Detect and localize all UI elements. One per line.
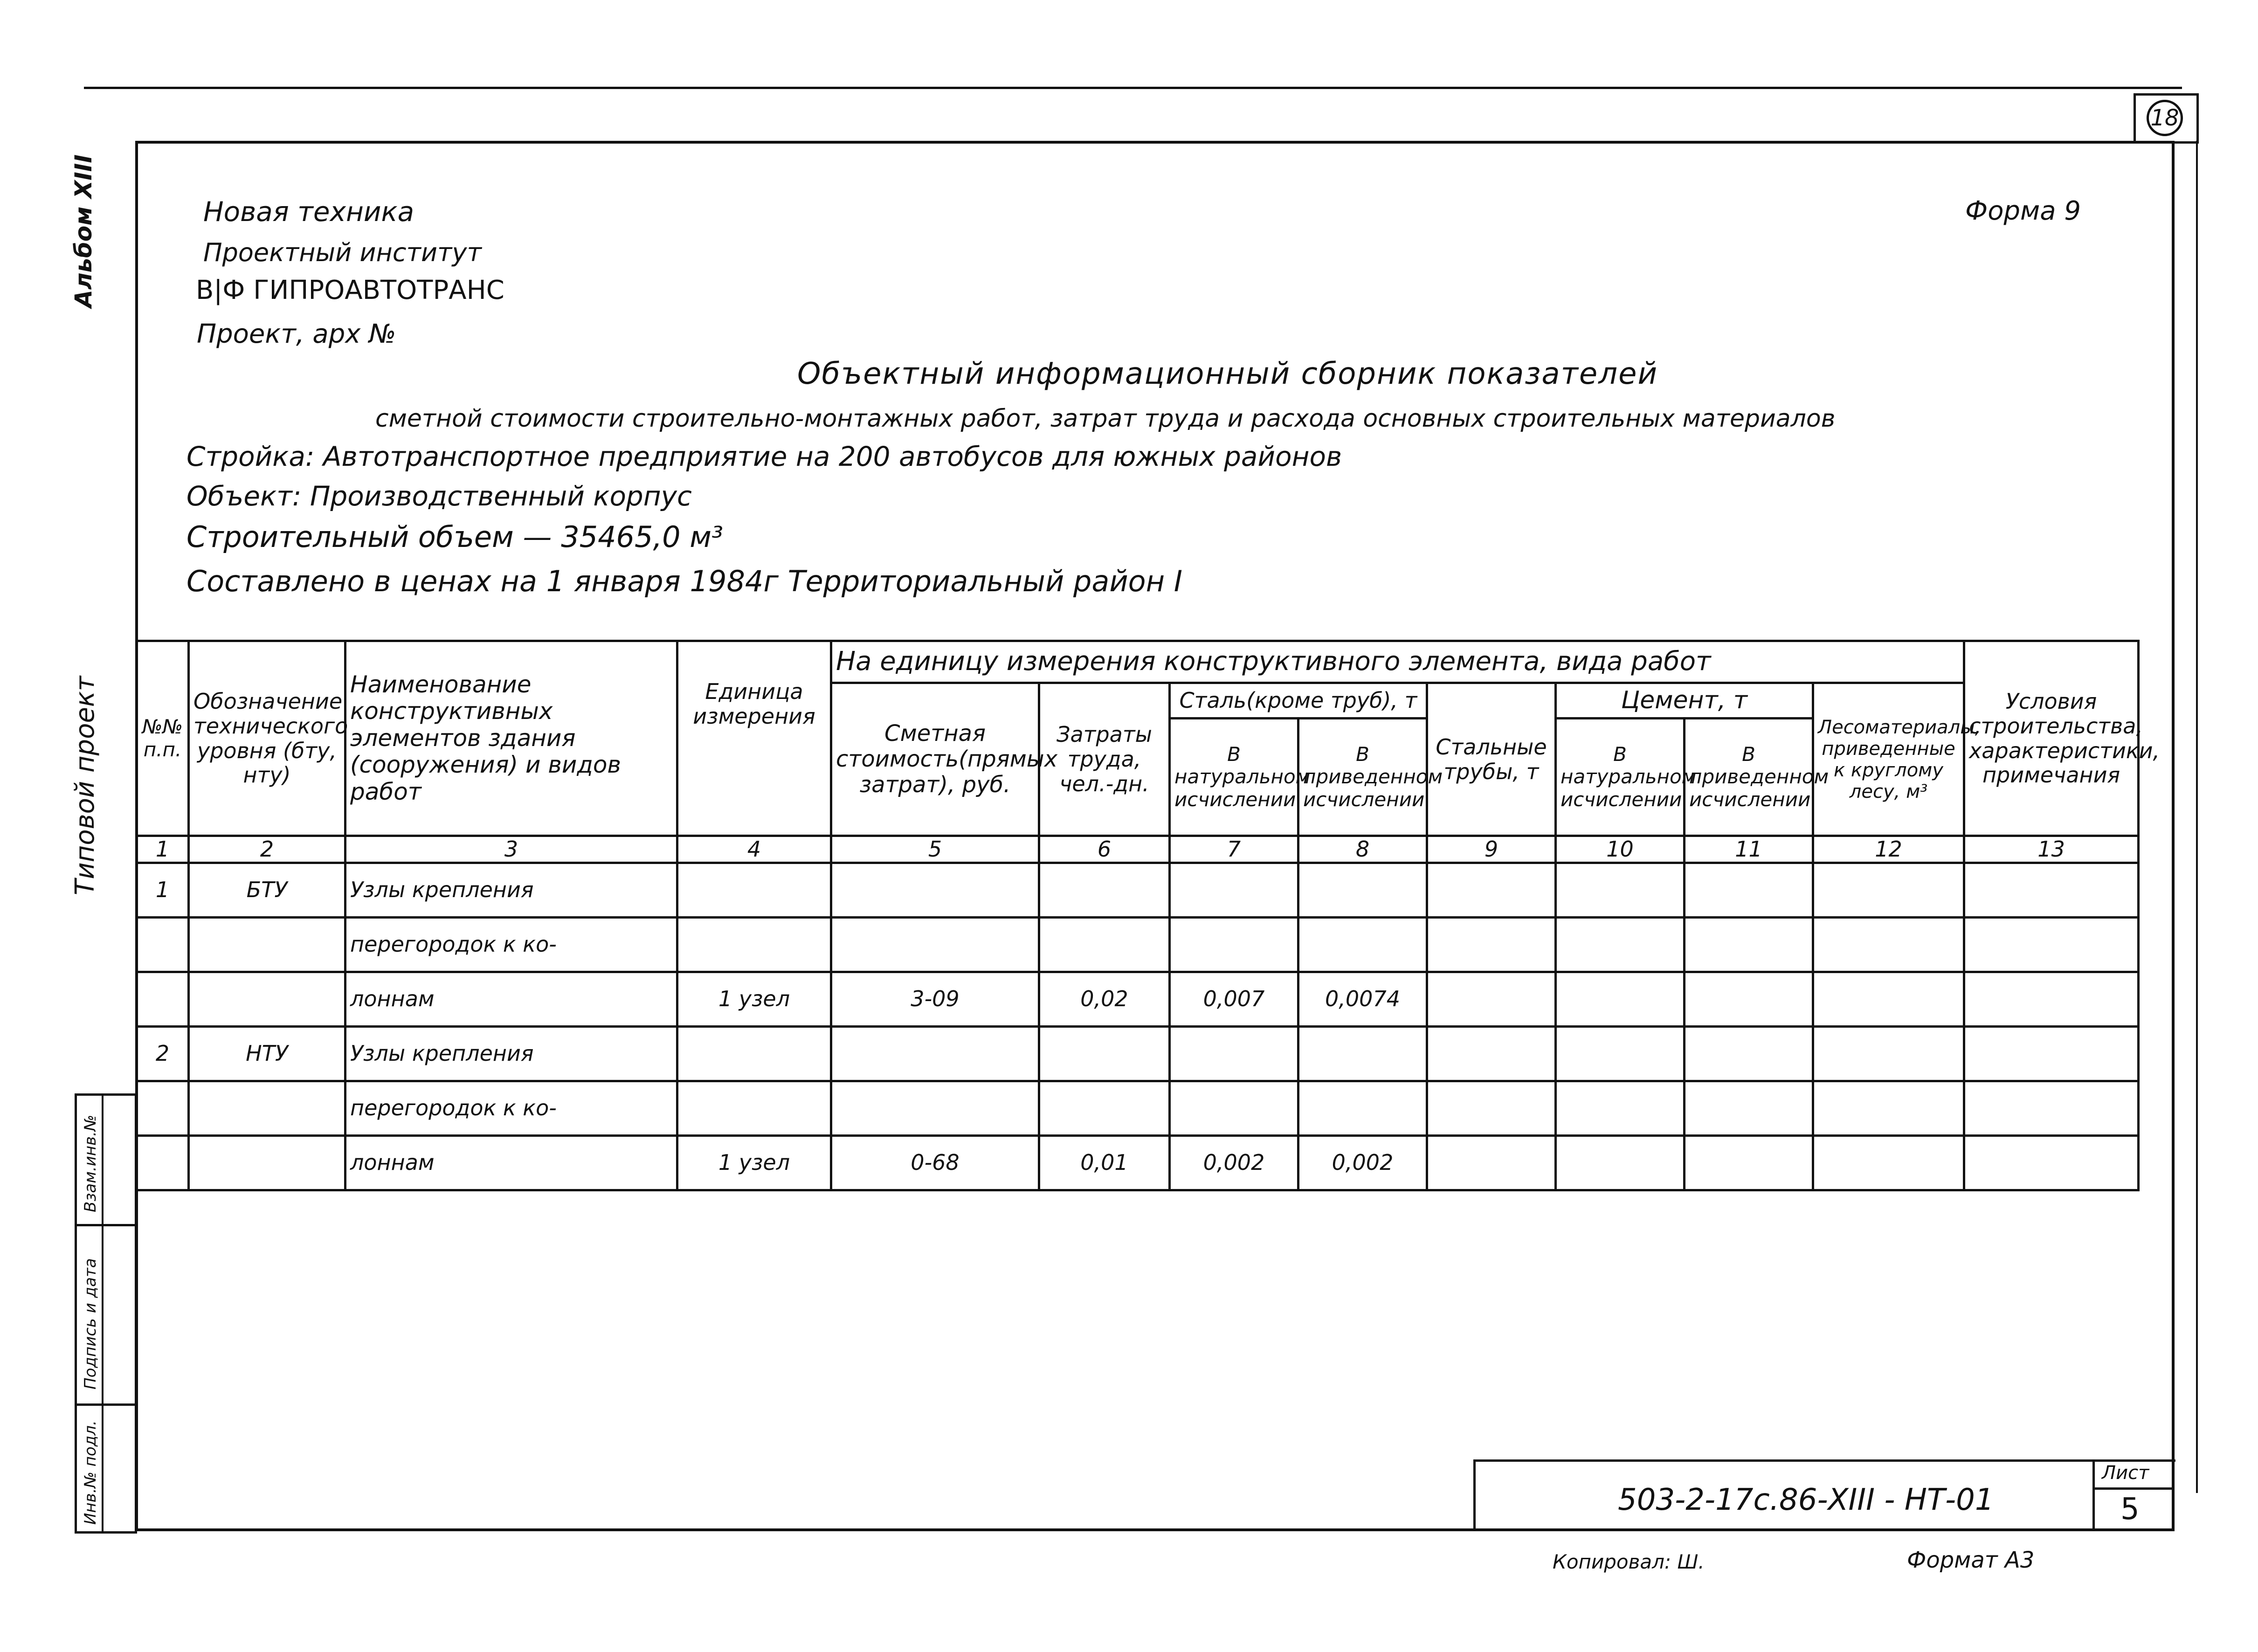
table-row [137, 1026, 2139, 1081]
cell-code [189, 972, 345, 1026]
cell-cement-reduced [1685, 972, 1813, 1026]
cell-steel-natural [1170, 917, 1298, 972]
cell-conditions [1964, 1081, 2139, 1135]
cell-cement-reduced [1685, 917, 1813, 972]
th-steel-reduced: В приведенном исчислении [1298, 719, 1427, 836]
cell-unit [677, 917, 831, 972]
th-steel-natural: В натуральном исчислении [1170, 719, 1298, 836]
org-new-tech: Новая техника [203, 196, 414, 228]
col-number: 3 [345, 836, 677, 863]
col-number: 8 [1298, 836, 1427, 863]
cell-unit [677, 1026, 831, 1081]
sheet-box-divider [2092, 1487, 2175, 1490]
cell-steel-reduced [1298, 863, 1427, 917]
cell-labor [1039, 1026, 1170, 1081]
cell-conditions [1964, 917, 2139, 972]
cell-cement-natural [1556, 1026, 1685, 1081]
col-number: 11 [1685, 836, 1813, 863]
th-cost: Сметная стоимость(прямых затрат), руб. [831, 683, 1039, 836]
table-row [137, 917, 2139, 972]
cell-num [137, 1135, 189, 1190]
stamp-divider-2 [75, 1403, 137, 1406]
table-row [137, 863, 2139, 917]
cell-pipes [1427, 917, 1556, 972]
cell-num [137, 972, 189, 1026]
cell-cement-natural [1556, 1135, 1685, 1190]
cell-cost: 0-68 [831, 1135, 1039, 1190]
cell-labor: 0,01 [1039, 1135, 1170, 1190]
cell-pipes [1427, 972, 1556, 1026]
th-cement-reduced: В приведенном исчислении [1685, 719, 1813, 836]
th-unit: Единица измерения [677, 641, 831, 836]
paper-format: Формат А3 [1907, 1547, 2035, 1573]
form-number: Форма 9 [1965, 196, 2081, 226]
cell-steel-natural: 0,002 [1170, 1135, 1298, 1190]
title-line-5: Строительный объем — 35465,0 м³ [186, 520, 723, 554]
table-row [137, 1081, 2139, 1135]
cell-cement-natural [1556, 917, 1685, 972]
org-giproavtotrans: В|Ф ГИПРОАВТОТРАНС [196, 275, 504, 305]
page-number: 18 [2150, 105, 2179, 131]
col-number: 1 [137, 836, 189, 863]
cell-num: 2 [137, 1026, 189, 1081]
document-code: 503-2-17с.86-XIII - НТ-01 [1618, 1483, 1994, 1517]
cell-cost [831, 863, 1039, 917]
th-name: Наименование конструктивных элементов здания (сооружения) и видов работ [345, 641, 677, 836]
cell-cost [831, 1081, 1039, 1135]
cell-unit [677, 1081, 831, 1135]
cell-cement-reduced [1685, 863, 1813, 917]
title-line-4: Объект: Производственный корпус [186, 480, 692, 512]
cell-steel-reduced [1298, 1026, 1427, 1081]
cell-name: перегородок к ко- [345, 917, 677, 972]
cell-labor [1039, 917, 1170, 972]
top-rule [84, 87, 2182, 89]
col-number: 10 [1556, 836, 1685, 863]
cell-steel-reduced [1298, 917, 1427, 972]
cell-cement-natural [1556, 972, 1685, 1026]
cell-wood [1813, 1026, 1964, 1081]
col-number: 12 [1813, 836, 1964, 863]
cell-cost [831, 1026, 1039, 1081]
cell-pipes [1427, 1081, 1556, 1135]
cell-cost [831, 917, 1039, 972]
col-number: 5 [831, 836, 1039, 863]
cell-steel-natural [1170, 1081, 1298, 1135]
cell-name: лоннам [345, 1135, 677, 1190]
cell-pipes [1427, 1026, 1556, 1081]
th-steel: Сталь(кроме труб), т [1170, 683, 1427, 719]
th-code: Обозначение технического уровня (бту, нту) [189, 641, 345, 836]
title-line-6: Составлено в ценах на 1 января 1984г Территориальный район I [186, 564, 1183, 598]
cell-code [189, 1081, 345, 1135]
th-group: На единицу измерения конструктивного элемента, вида работ [831, 641, 1964, 683]
stamp-label-2: Подпись и дата [81, 1258, 100, 1389]
cell-cement-reduced [1685, 1135, 1813, 1190]
cell-code [189, 1135, 345, 1190]
cell-steel-reduced: 0,0074 [1298, 972, 1427, 1026]
org-institute: Проектный институт [203, 238, 482, 267]
cell-code [189, 917, 345, 972]
cell-name: Узлы крепления [345, 1026, 677, 1081]
th-conditions: Условия строительства, характеристики, примечания [1964, 641, 2139, 836]
cell-num [137, 1081, 189, 1135]
cell-wood [1813, 863, 1964, 917]
stamp-divider-1 [75, 1224, 137, 1226]
cell-wood [1813, 1081, 1964, 1135]
cell-name: лоннам [345, 972, 677, 1026]
cell-code: БТУ [189, 863, 345, 917]
cell-conditions [1964, 972, 2139, 1026]
cell-name: перегородок к ко- [345, 1081, 677, 1135]
sheet-label: Лист [2102, 1462, 2149, 1484]
cell-pipes [1427, 863, 1556, 917]
cell-cement-reduced [1685, 1081, 1813, 1135]
cell-conditions [1964, 863, 2139, 917]
th-wood: Лесоматериалы, приведенные к круглому лесу, м³ [1813, 683, 1964, 836]
title-line-1: Объектный информационный сборник показателей [797, 357, 1658, 391]
side-project: Типовой проект [70, 676, 100, 895]
cell-labor [1039, 1081, 1170, 1135]
cell-steel-reduced [1298, 1081, 1427, 1135]
cell-wood [1813, 1135, 1964, 1190]
cell-unit [677, 863, 831, 917]
cell-code: НТУ [189, 1026, 345, 1081]
cell-cement-natural [1556, 1081, 1685, 1135]
cell-cement-reduced [1685, 1026, 1813, 1081]
cell-conditions [1964, 1135, 2139, 1190]
org-project-arch: Проект, арх № [197, 319, 396, 349]
cell-name: Узлы крепления [345, 863, 677, 917]
table-row [137, 1135, 2139, 1190]
sheet-number: 5 [2120, 1492, 2140, 1527]
col-number: 6 [1039, 836, 1170, 863]
stamp-label-1: Взам.инв.№ [81, 1114, 100, 1212]
cell-pipes [1427, 1135, 1556, 1190]
cell-wood [1813, 917, 1964, 972]
copied-by: Копировал: Ш. [1553, 1550, 1705, 1573]
cell-conditions [1964, 1026, 2139, 1081]
cell-steel-natural: 0,007 [1170, 972, 1298, 1026]
th-cement: Цемент, т [1556, 683, 1813, 719]
col-number: 2 [189, 836, 345, 863]
cell-cement-natural [1556, 863, 1685, 917]
cell-steel-reduced: 0,002 [1298, 1135, 1427, 1190]
cell-labor [1039, 863, 1170, 917]
col-number: 7 [1170, 836, 1298, 863]
title-line-3: Стройка: Автотранспортное предприятие на 200 автобусов для южных районов [186, 441, 1342, 472]
th-cement-natural: В натуральном исчислении [1556, 719, 1685, 836]
col-number: 9 [1427, 836, 1556, 863]
cell-wood [1813, 972, 1964, 1026]
stamp-label-3: Инв.№ подл. [81, 1420, 100, 1525]
page-number-circle [2147, 100, 2183, 136]
cell-num [137, 917, 189, 972]
title-line-2: сметной стоимости строительно-монтажных работ, затрат труда и расхода основных строительных материалов [375, 405, 1836, 433]
cell-unit: 1 узел [677, 972, 831, 1026]
table-row [137, 972, 2139, 1026]
cell-labor: 0,02 [1039, 972, 1170, 1026]
right-outer-rule [2196, 141, 2198, 1493]
indicators-table [135, 640, 2160, 1191]
cell-unit: 1 узел [677, 1135, 831, 1190]
stamp-inner-v [102, 1093, 104, 1534]
th-num: №№ п.п. [137, 641, 189, 836]
cell-steel-natural [1170, 863, 1298, 917]
th-pipes: Стальные трубы, т [1427, 683, 1556, 836]
column-numbers-row [137, 836, 2139, 863]
side-album: Альбом XIII [70, 154, 97, 308]
col-number: 13 [1964, 836, 2139, 863]
cell-num: 1 [137, 863, 189, 917]
cell-steel-natural [1170, 1026, 1298, 1081]
th-labor: Затраты труда, чел.-дн. [1039, 683, 1170, 836]
col-number: 4 [677, 836, 831, 863]
cell-cost: 3-09 [831, 972, 1039, 1026]
